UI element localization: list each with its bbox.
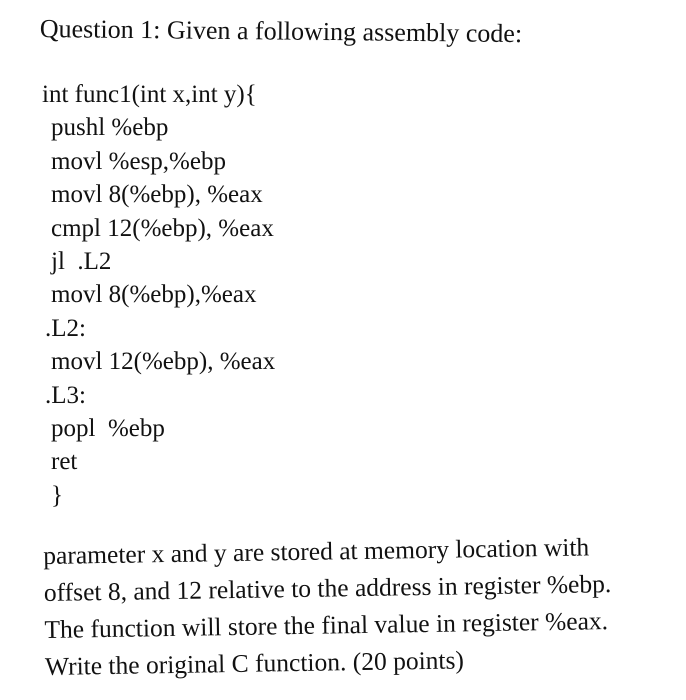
code-line: pushl %ebp	[51, 114, 169, 142]
code-line: cmpl 12(%ebp), %eax	[51, 214, 274, 242]
code-line: popl %ebp	[51, 414, 165, 442]
code-line: movl 8(%ebp), %eax	[51, 181, 263, 209]
description-line: Write the original C function. (20 points)	[44, 645, 465, 681]
description-line: The function will store the final value in register %eax.	[44, 606, 609, 644]
code-line-closing-brace: }	[51, 481, 63, 509]
assembly-code-block	[42, 78, 642, 512]
question-description	[43, 527, 685, 685]
code-label-L2: .L2:	[45, 314, 86, 342]
code-line: jl .L2	[51, 247, 112, 275]
code-line-function-signature: int func1(int x,int y){	[42, 81, 257, 108]
code-line: movl 8(%ebp),%eax	[51, 281, 257, 309]
description-line: offset 8, and 12 relative to the address in register %ebp.	[43, 569, 612, 607]
code-line: movl %esp,%ebp	[51, 147, 226, 175]
question-title: Question 1: Given a following assembly code:	[39, 13, 523, 49]
description-line: parameter x and y are stored at memory location with	[43, 532, 590, 570]
code-line: ret	[51, 448, 78, 476]
code-label-L3: .L3:	[45, 381, 86, 409]
code-line: movl 12(%ebp), %eax	[51, 348, 276, 376]
